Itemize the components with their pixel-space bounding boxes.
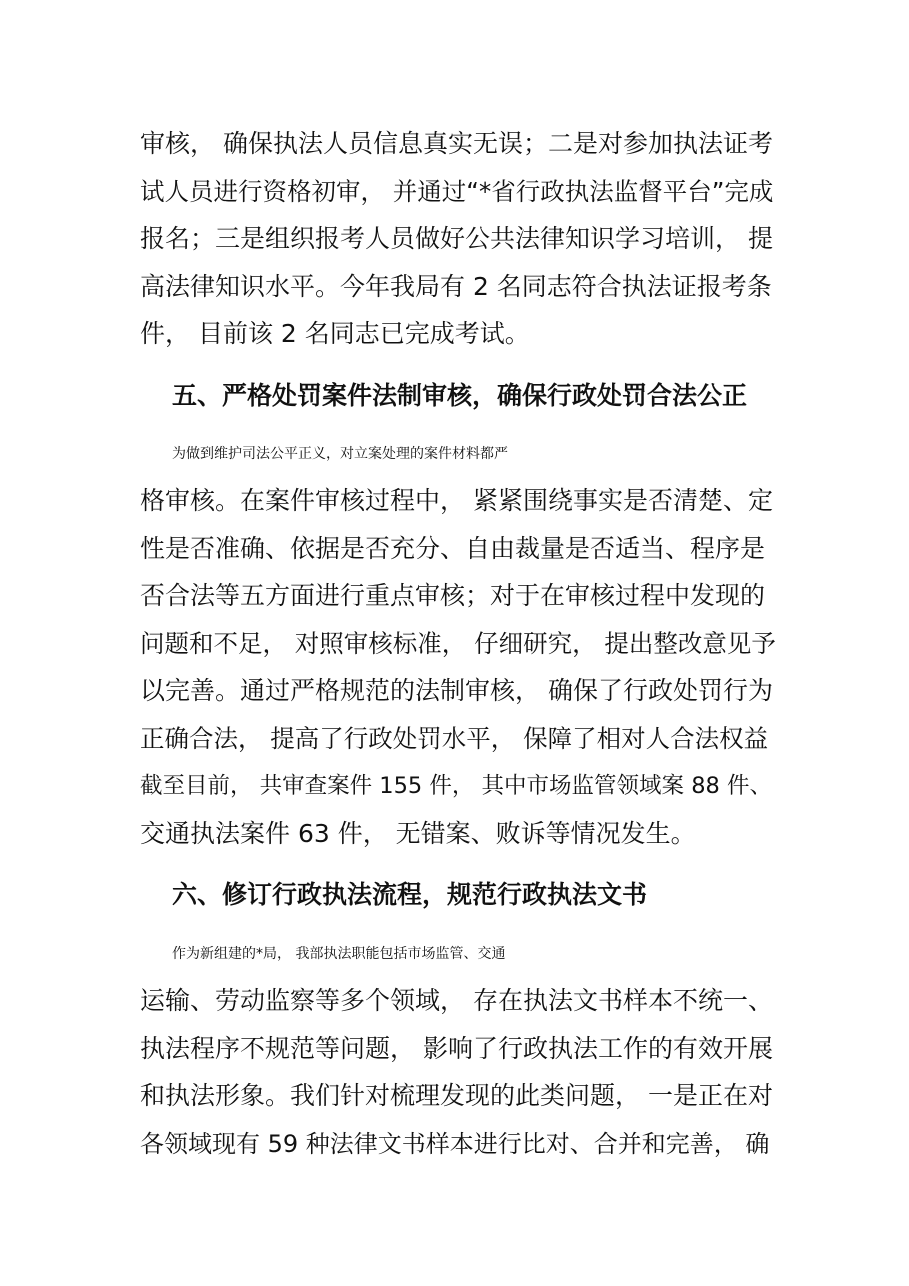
paragraph-2-line-2: 格审核。在案件审核过程中， 紧紧围绕事实是否清楚、定 [140,486,773,515]
paragraph-2-line-6: 以完善。通过严格规范的法制审核， 确保了行政处罚行为 [140,676,773,705]
paragraph-1-line-3: 报名；三是组织报考人员做好公共法律知识学习培训， 提 [140,224,773,253]
paragraph-1-line-1: 审核， 确保执法人员信息真实无误；二是对参加执法证考 [140,129,773,158]
paragraph-2-line-3: 性是否准确、依据是否充分、自由裁量是否适当、程序是 [140,534,766,563]
paragraph-3-line-2: 运输、劳动监察等多个领域， 存在执法文书样本不统一、 [140,986,773,1015]
paragraph-2-line-5: 问题和不足， 对照审核标准， 仔细研究， 提出整改意见予 [140,629,776,658]
paragraph-1-line-4: 高法律知识水平。今年我局有 2 名同志符合执法证报考条 [140,272,772,301]
paragraph-1-line-2: 试人员进行资格初审， 并通过“*省行政执法监督平台”完成 [140,177,774,206]
paragraph-2-line-1: 为做到维护司法公平正义，对立案处理的案件材料都严 [172,446,508,462]
paragraph-3-line-1: 作为新组建的*局， 我部执法职能包括市场监管、交通 [172,946,506,962]
paragraph-2-line-9: 交通执法案件 63 件， 无错案、败诉等情况发生。 [140,819,696,848]
paragraph-1-line-5: 件， 目前该 2 名同志已完成考试。 [140,319,530,348]
paragraph-2-line-4: 否合法等五方面进行重点审核；对于在审核过程中发现的 [140,581,766,610]
paragraph-2-line-7: 正确合法， 提高了行政处罚水平， 保障了相对人合法权益 [140,724,769,753]
paragraph-2-line-8: 截至目前， 共审查案件 155 件， 其中市场监管领域案 88 件、 [140,773,772,799]
section-6-heading: 六、修订行政执法流程，规范行政执法文书 [172,880,648,909]
section-5-heading: 五、严格处罚案件法制审核，确保行政处罚合法公正 [172,381,748,410]
paragraph-3-line-4: 和执法形象。我们针对梳理发现的此类问题， 一是正在对 [140,1081,773,1110]
paragraph-3-line-5: 各领域现有 59 种法律文书样本进行比对、合并和完善， 确 [140,1130,770,1158]
paragraph-3-line-3: 执法程序不规范等问题， 影响了行政执法工作的有效开展 [140,1034,773,1063]
